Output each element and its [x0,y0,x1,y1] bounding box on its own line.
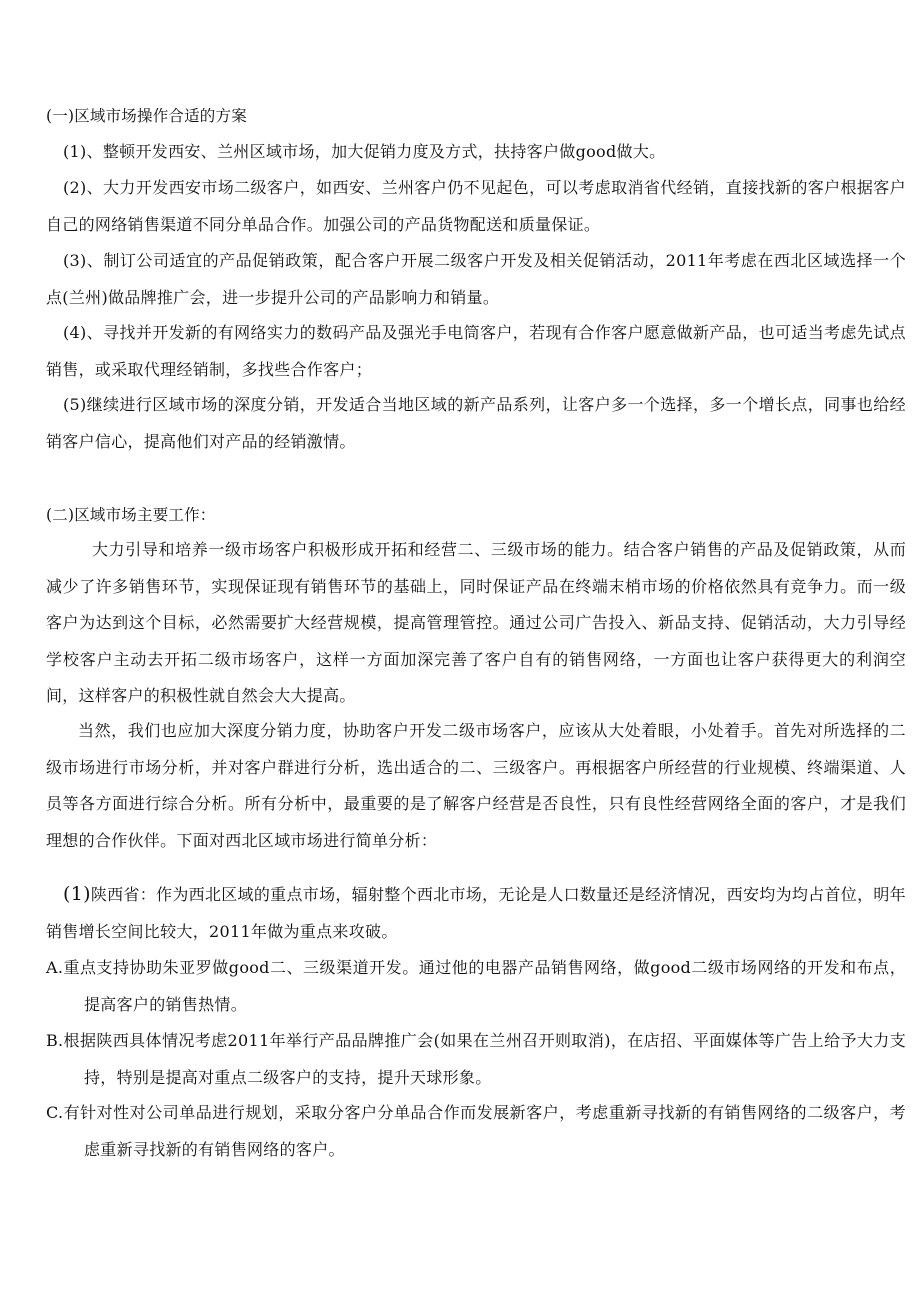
section2-paragraph-1: 大力引导和培养一级市场客户积极形成开拓和经营二、三级市场的能力。结合客户销售的产品及促销政策，从而减少了许多销售环节，实现保证现有销售环节的基础上，同时保证产品在终端末梢市场的价格依然具有竞争力。而一级客户为达到这个目标，必然需要扩大经营规模，提高管理管控。通过公司广告投入、新品支持、促销活动，大力引导经学校客户主动去开拓二级市场客户，这样一方面加深完善了客户自有的销售网络，一方面也让客户获得更大的利润空间，这样客户的积极性就自然会大大提高。 [46,540,906,705]
section1-item-4: (4)、寻找并开发新的有网络实力的数码产品及强光手电筒客户，若现有合作客户愿意做新产品，也可适当考虑先试点销售，或采取代理经销制，多找些合作客户； [46,323,906,379]
section2-heading: (二)区域市场主要工作： [46,506,216,524]
section2-paragraph-2: 当然，我们也应加大深度分销力度，协助客户开发二级市场客户，应该从大处着眼，小处着手。首先对所选择的二级市场进行市场分析，并对客户群进行分析，选出适合的二、三级客户。再根据客户所经营的行业规模、终端渠道、人员等各方面进行综合分析。所有分析中，最重要的是了解客户经营是否良性，只有良性经营网络全面的客户，才是我们理想的合作伙伴。下面对西北区域市场进行简单分析： [46,721,906,850]
shaanxi-marker: (1) [63,883,91,905]
section1-item-2: (2)、大力开发西安市场二级客户，如西安、兰州客户仍不见起色，可以考虑取消省代经销，直接找新的客户根据客户自己的网络销售渠道不同分单品合作。加强公司的产品货物配送和质量保证。 [46,178,906,234]
shaanxi-paragraph [46,876,906,950]
section1-item-5: (5)继续进行区域市场的深度分销，开发适合当地区域的新产品系列，让客户多一个选择，多一个增长点，同事也给经销客户信心，提高他们对产品的经销激情。 [46,395,906,451]
shaanxi-text: 陕西省：作为西北区域的重点市场，辐射整个西北市场，无论是人口数量还是经济情况，西安均为均占首位，明年销售增长空间比较大，2011年做为重点来攻破。 [46,885,906,941]
point-b: B.根据陕西具体情况考虑2011年举行产品品牌推广会(如果在兰州召开则取消)，在店招、平面媒体等广告上给予大力支持，特别是提高对重点二级客户的支持，提升天球形象。 [46,1031,906,1087]
section1-item-1: (1)、整顿开发西安、兰州区域市场，加大促销力度及方式，扶持客户做good做大。 [63,142,666,161]
point-c: C.有针对性对公司单品进行规划，采取分客户分单品合作而发展新客户，考虑重新寻找新的有销售网络的二级客户，考虑重新寻找新的有销售网络的客户。 [46,1103,906,1159]
section1-item-3: (3)、制订公司适宜的产品促销政策，配合客户开展二级客户开发及相关促销活动，2011年考虑在西北区域选择一个点(兰州)做品牌推广会，进一步提升公司的产品影响力和销量。 [46,251,906,307]
section1-heading: (一)区域市场操作合适的方案 [46,107,247,125]
point-a: A.重点支持协助朱亚罗做good二、三级渠道开发。通过他的电器产品销售网络，做good二级市场网络的开发和布点，提高客户的销售热情。 [46,958,906,1014]
